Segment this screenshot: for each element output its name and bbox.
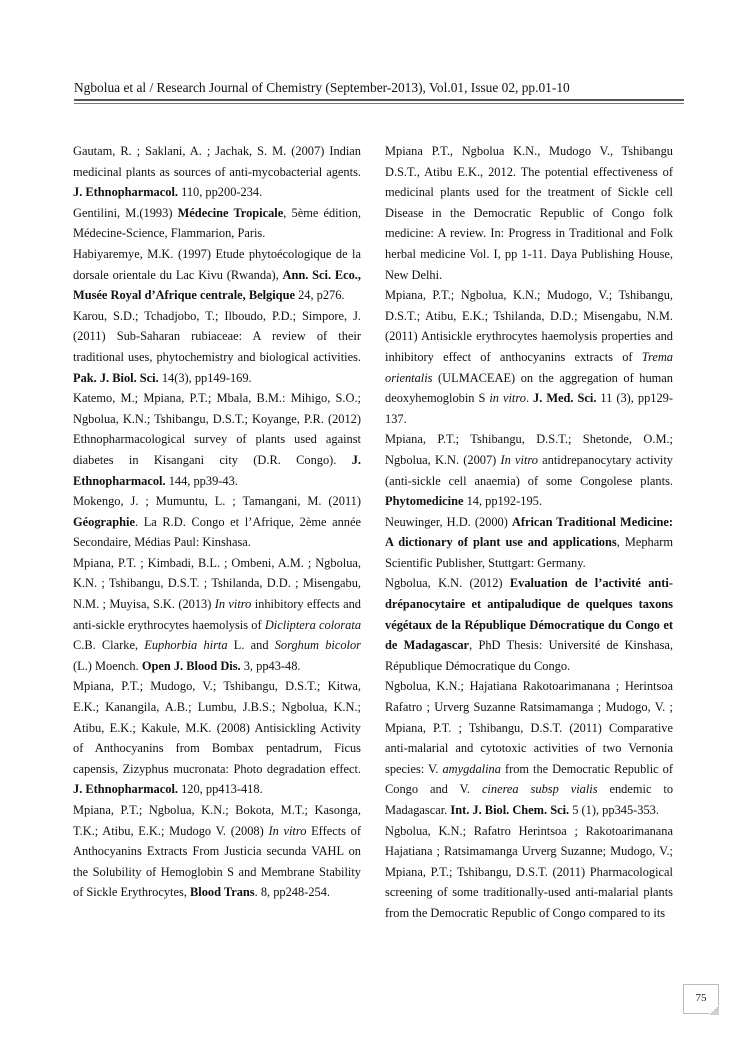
reference-text: , Mepharm Scientific Publisher, Stuttgart: Germany. [385, 535, 673, 570]
reference-text: 14, pp192-195. [463, 494, 542, 509]
reference-entry [73, 800, 361, 903]
reference-italic: amygdalina [442, 761, 501, 776]
reference-text: Neuwinger, H.D. (2000) [385, 514, 512, 529]
reference-text: Mpiana, P.T.; Ngbolua, K.N.; Bokota, M.T.; Kasonga, T.K.; Atibu, E.K.; Mudogo V. (2008) [73, 803, 361, 838]
reference-text: Karou, S.D.; Tchadjobo, T.; Ilboudo, P.D.; Simpore, J. (2011) Sub-Saharan rubiaceae: A review of their traditional uses, phytochemistry and biological activities. [73, 308, 361, 364]
reference-source: Evaluation de l’activité anti-drépanocytaire et antipaludique de quelques taxons végétaux de la République Démocratique du Congo et de Madagascar [385, 576, 673, 653]
reference-text: 144, pp39-43. [165, 473, 238, 488]
reference-italic: Dicliptera colorata [264, 617, 362, 632]
reference-entry [73, 676, 361, 800]
reference-italic: in vitro [489, 391, 526, 406]
reference-text: , 5ème édition, Médecine-Science, Flammarion, Paris. [73, 205, 361, 241]
reference-text: antidrepanocytary activity (anti-sickle cell anaemia) of some Congolese plants. [385, 452, 673, 488]
reference-entry [73, 244, 361, 306]
reference-italic: In vitro [268, 823, 307, 838]
reference-source: J. Ethnopharmacol. [73, 452, 361, 488]
reference-entry [385, 141, 673, 285]
references-right-column [385, 141, 673, 924]
reference-text: (ULMACEAE) on the aggregation of human deoxyhemoglobin S [385, 370, 673, 406]
reference-text: inhibitory effects and anti-sickle erythrocytes haemolysis of [73, 597, 361, 632]
header-rule-thin [74, 103, 684, 104]
reference-source: Phytomedicine [385, 494, 464, 509]
reference-text: 14(3), pp149-169. [158, 370, 252, 385]
reference-source: African Traditional Medicine: A dictionary of plant use and applications [385, 514, 673, 550]
reference-entry [385, 512, 673, 574]
reference-entry [385, 429, 673, 511]
reference-text: Mokengo, J. ; Mumuntu, L. ; Tamangani, M. (2011) [73, 494, 361, 509]
reference-italic: Euphorbia hirta [144, 638, 228, 653]
reference-text: , PhD Thesis: Université de Kinshasa, République Démocratique du Congo. [385, 638, 673, 673]
references-left-column [73, 141, 361, 903]
reference-entry [385, 285, 673, 429]
running-header: Ngbolua et al / Research Journal of Chemistry (September-2013), Vol.01, Issue 02, pp.01-10 [74, 80, 570, 95]
reference-source: Open J. Blood Dis. [141, 658, 241, 673]
reference-text: Ngbolua, K.N.; Hajatiana Rakotoarimanana ; Herintsoa Rafatro ; Urverg Suzanne Ratsimamanga ; Mudogo, V. ; Mpiana, P.T. ; Tshibangu, D.S.T. (2011) Comparative anti-malarial and cytotoxic activities of two Vernonia species: V. [385, 679, 673, 776]
reference-text: Mpiana P.T., Ngbolua K.N., Mudogo V., Tshibangu D.S.T., Atibu E.K., 2012. The potential effectiveness of medicinal plants used for the treatment of Sickle cell Disease in the Democratic Republic of Congo folk medicine: A review. In: Progress in Traditional and Folk herbal medicine Vol. I, pp 1-11. Daya Publishing House, New Delhi. [385, 144, 673, 282]
reference-italic: In vitro [500, 452, 538, 467]
reference-entry [73, 203, 361, 244]
reference-italic: In vitro [214, 597, 252, 612]
page-fold-corner [709, 1005, 719, 1015]
reference-entry [385, 676, 673, 820]
reference-text: from the Democratic Republic of Congo and V. [385, 761, 673, 797]
reference-text: 5 (1), pp345-353. [569, 803, 659, 817]
reference-italic: Trema orientalis [385, 349, 673, 385]
reference-source: J. Ethnopharmacol. [73, 185, 178, 200]
reference-text: Habiyaremye, M.K. (1997) Etude phytoécologique de la dorsale orientale du Lac Kivu (Rwanda), [73, 246, 361, 282]
reference-source: Blood Trans [190, 885, 255, 900]
reference-source: Géographie [73, 514, 135, 529]
reference-entry [385, 821, 673, 924]
reference-entry [73, 553, 361, 677]
reference-text: 120, pp413-418. [178, 782, 263, 797]
reference-text: C.B. Clarke, [73, 638, 145, 653]
reference-text: Gautam, R. ; Saklani, A. ; Jachak, S. M. (2007) Indian medicinal plants as sources of anti-mycobacterial agents. [73, 144, 361, 179]
reference-text: Mpiana, P.T.; Ngbolua, K.N.; Mudogo, V.; Tshibangu, D.S.T.; Atibu, E.K.; Tshilanda, D.D.; Misengabu, N.M. (2011) Antisickle erythrocytes haemolysis properties and inhibitory effect of anthocyanins extracts of [385, 288, 673, 364]
reference-text: Ngbolua, K.N.; Rafatro Herintsoa ; Rakotoarimanana Hajatiana ; Ratsimamanga Urverg Suzanne; Mudogo, V.; Mpiana, P.T.; Tshibangu, D.S.T. (2011) Pharmacological screening of some traditionally-used anti-malarial plants from the Democratic Republic of Congo compared to its [385, 823, 673, 920]
reference-text: 3, pp43-48. [240, 658, 301, 673]
reference-entry [73, 306, 361, 388]
reference-text: 24, p276. [294, 288, 345, 303]
reference-source: J. Ethnopharmacol. [73, 782, 178, 797]
reference-italic: Sorghum bicolor [274, 638, 361, 653]
reference-text: 11 (3), pp129-137. [385, 391, 673, 426]
reference-entry [385, 573, 673, 676]
reference-entry [73, 141, 361, 203]
reference-italic: cinerea subsp vialis [481, 782, 598, 797]
reference-text: L. and [227, 638, 275, 653]
reference-source: Pak. J. Biol. Sci. [73, 370, 159, 385]
reference-source: Int. J. Biol. Chem. Sci. [450, 803, 570, 817]
reference-text: Mpiana, P.T.; Tshibangu, D.S.T.; Shetonde, O.M.; Ngbolua, K.N. (2007) [385, 432, 673, 467]
reference-entry [73, 388, 361, 491]
reference-text: Ngbolua, K.N. (2012) [385, 576, 510, 591]
reference-source: Médecine Tropicale [177, 205, 284, 220]
reference-text: Gentilini, M.(1993) [73, 205, 178, 220]
reference-text: . [525, 391, 534, 406]
header-rule-thick [74, 99, 684, 101]
reference-source: J. Med. Sci. [533, 391, 597, 406]
reference-source: Ann. Sci. Eco., Musée Royal d’Afrique centrale, Belgique [73, 267, 361, 303]
reference-text: endemic to Madagascar. [385, 782, 674, 817]
reference-text: Effects of Anthocyanins Extracts From Justicia secunda VAHL on the Solubility of Hemoglobin S and Membrane Stability of Sickle Erythrocytes, [73, 823, 361, 900]
reference-text: (L.) Moench. [73, 658, 142, 673]
reference-text: Mpiana, P.T. ; Kimbadi, B.L. ; Ombeni, A.M. ; Ngbolua, K.N. ; Tshibangu, D.S.T. ; Tshilanda, D.D. ; Misengabu, N.M. ; Muyisa, S.K. (2013) [73, 555, 361, 612]
reference-text: Mpiana, P.T.; Mudogo, V.; Tshibangu, D.S.T.; Kitwa, E.K.; Kanangila, A.B.; Lumbu, J.B.S.; Ngbolua, K.N.; Atibu, E.K.; Kakule, M.K. (2008) Antisickling Activity of Anthocyanins from Bombax pentadrum, Ficus capensis, Zizyphus mucronata: Photo degradation effect. [73, 679, 361, 776]
reference-text: . 8, pp248-254. [254, 885, 330, 900]
reference-text: 110, pp200-234. [178, 185, 263, 200]
reference-text: Katemo, M.; Mpiana, P.T.; Mbala, B.M.: Mihigo, S.O.; Ngbolua, K.N.; Tshibangu, D.S.T.; Koyange, P.R. (2012) Ethnopharmacological survey of plants used against diabetes in Kisangani city (D.R. Congo). [73, 391, 361, 467]
reference-text: . La R.D. Congo et l’Afrique, 2ème année Secondaire, Médias Paul: Kinshasa. [73, 514, 361, 550]
page-number: 75 [695, 992, 707, 1004]
reference-entry [73, 491, 361, 553]
